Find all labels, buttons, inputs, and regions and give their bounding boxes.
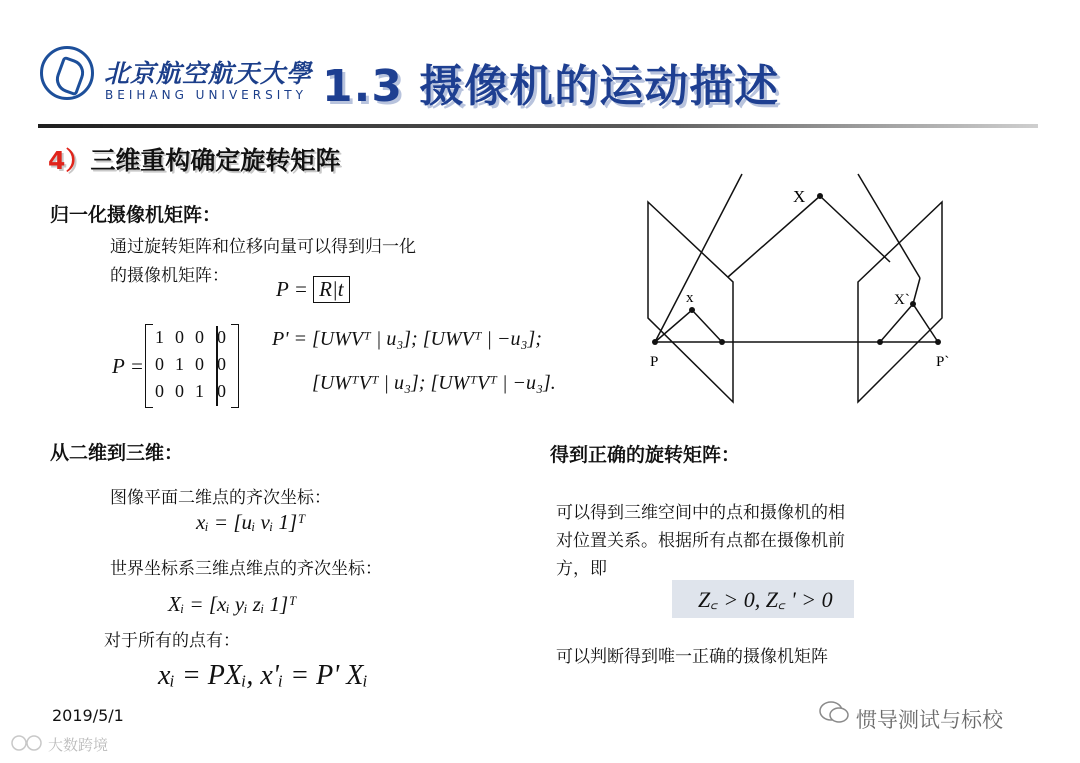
section-number: 4） [48, 146, 91, 175]
matrix-body [155, 324, 235, 405]
equation-p-rhs: R|t [313, 276, 349, 303]
correct-text-line3: 方，即 [556, 559, 607, 579]
equation-pprime-line1: P' = [UWVᵀ | u₃]; [UWVᵀ | −u₃]; [272, 328, 542, 350]
matrix-cell: 0 [195, 327, 204, 347]
normalized-heading: 归一化摄像机矩阵： [50, 204, 222, 226]
matrix-cell: 0 [155, 381, 164, 401]
from2d-text2: 世界坐标系三维点维点的齐次坐标： [110, 559, 382, 579]
from2d-text3: 对于所有的点有： [104, 631, 240, 651]
matrix-left-bracket [145, 324, 153, 408]
matrix-cell: 1 [155, 327, 164, 347]
from2d-text1: 图像平面二维点的齐次坐标： [110, 488, 331, 508]
matrix-cell: 0 [217, 327, 226, 347]
matrix-row [155, 378, 235, 405]
section-title [48, 141, 340, 177]
equation-p [276, 276, 350, 303]
point-Pprime [935, 339, 941, 345]
equation-p-lhs: P = [276, 277, 314, 301]
ray-right-to-x [820, 196, 890, 262]
matrix-cell: 1 [195, 381, 204, 401]
label-x: x [686, 290, 694, 306]
watermark-right: 惯导测试与标校 [856, 708, 1003, 732]
slide-date: 2019/5/1 [52, 706, 124, 725]
matrix-cell: 0 [175, 381, 184, 401]
ray-left-to-x [728, 196, 820, 277]
point-right-epipole [877, 339, 883, 345]
matrix-cell: 0 [217, 354, 226, 374]
matrix-cell: 0 [195, 354, 204, 374]
correct-text-line2: 对位置关系。根据所有点都在摄像机前 [556, 531, 845, 551]
section-title-text: 三维重构确定旋转矩阵 [90, 146, 341, 175]
point-P [652, 339, 658, 345]
from2d-heading: 从二维到三维： [50, 442, 184, 464]
right-frustum-line [858, 174, 920, 278]
condition-text: Z꜀ > 0, Z꜀ ' > 0 [698, 587, 833, 612]
watermark-logo-icon [10, 734, 44, 752]
matrix-cell: 0 [217, 381, 226, 401]
matrix-row [155, 351, 235, 378]
correct-text-line1: 可以得到三维空间中的点和摄像机的相 [556, 503, 845, 523]
matrix-cell: 0 [155, 354, 164, 374]
point-Xprime [910, 301, 916, 307]
header-divider [38, 124, 1038, 128]
university-logo [40, 46, 94, 100]
label-X: X [793, 187, 806, 206]
normalized-text-line2: 的摄像机矩阵： [110, 266, 229, 286]
point-left-epipole [719, 339, 725, 345]
point-X [817, 193, 823, 199]
university-name-cn: 北京航空航天大學 [104, 59, 313, 88]
right-triangle [880, 304, 938, 342]
matrix-cell: 1 [175, 354, 184, 374]
normalized-text-line1: 通过旋转矩阵和位移向量可以得到归一化 [110, 237, 416, 257]
matrix-p [145, 324, 239, 408]
wechat-icon [818, 700, 850, 724]
from2d-eq1: xᵢ = [uᵢ vᵢ 1]ᵀ [196, 510, 306, 534]
university-name-en: BEIHANG UNIVERSITY [105, 88, 307, 102]
page-title: 1.3 摄像机的运动描述 [322, 61, 780, 112]
matrix-cell: 0 [175, 327, 184, 347]
left-triangle [655, 310, 722, 342]
equation-pprime-line2: [UWᵀVᵀ | u₃]; [UWᵀVᵀ | −u₃]. [312, 372, 556, 394]
correct-heading: 得到正确的旋转矩阵： [550, 444, 741, 466]
watermark-left: 大数跨境 [48, 736, 109, 754]
matrix-label: P = [112, 354, 144, 378]
from2d-eq3: xᵢ = PXᵢ, x'ᵢ = P' Xᵢ [158, 660, 368, 691]
right-small-ray [913, 278, 920, 304]
matrix-row [155, 324, 235, 351]
epipolar-diagram [600, 170, 1000, 420]
point-x [689, 307, 695, 313]
label-P: P [650, 354, 659, 370]
label-Pprime: P` [936, 354, 950, 370]
label-Xprime: X` [894, 292, 910, 308]
correct-conclusion: 可以判断得到唯一正确的摄像机矩阵 [556, 647, 828, 667]
from2d-eq2: Xᵢ = [xᵢ yᵢ zᵢ 1]ᵀ [168, 592, 297, 616]
